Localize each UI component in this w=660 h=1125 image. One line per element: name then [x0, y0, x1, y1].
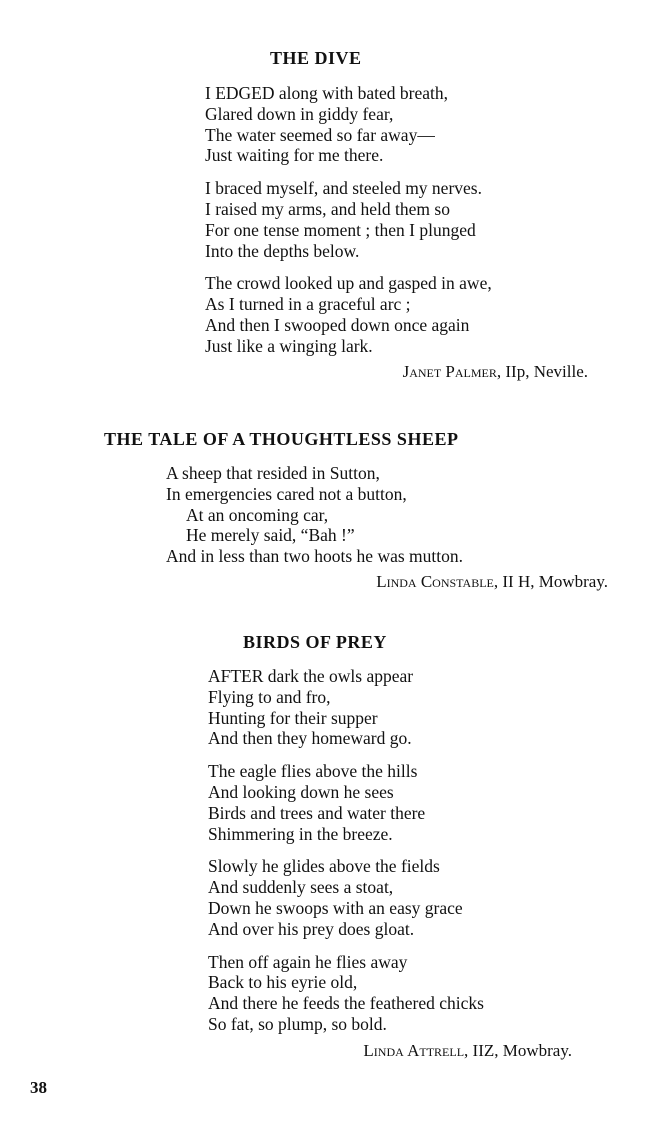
poem-line: And looking down he sees: [208, 781, 394, 802]
poem-title-the-dive: THE DIVE: [270, 48, 362, 68]
stanza: [205, 83, 492, 166]
poem-line: At an oncoming car,: [186, 504, 329, 525]
poem-line: The crowd looked up and gasped in awe,: [205, 273, 492, 294]
poem-line: I raised my arms, and held them so: [205, 198, 450, 219]
poem-line: He merely said, “Bah !”: [186, 525, 355, 546]
poem-line: Back to his eyrie old,: [208, 972, 358, 993]
author-detail: , IIZ, Mowbray.: [464, 1041, 572, 1060]
poem-line: Slowly he glides above the fields: [208, 856, 440, 877]
poem-line: Down he swoops with an easy grace: [208, 897, 463, 918]
poem-line: And over his prey does gloat.: [208, 918, 415, 939]
poem-line: And then I swooped down once again: [205, 314, 470, 335]
stanza: [205, 273, 492, 356]
poem-line: As I turned in a graceful arc ;: [205, 294, 411, 315]
poem-the-dive: [205, 83, 492, 369]
poem-title-birds-of-prey: BIRDS OF PREY: [243, 632, 387, 652]
poem-line: And suddenly sees a stoat,: [208, 877, 394, 898]
poem-line: AFTER dark the owls appear: [208, 666, 414, 686]
stanza: [208, 952, 484, 1035]
author-name: Linda Attrell: [363, 1041, 465, 1060]
author-name: Linda Constable: [376, 572, 494, 591]
author-credit: [403, 362, 588, 382]
poem-line: Flying to and fro,: [208, 686, 331, 707]
poem-line: A sheep that resided in Sutton,: [166, 463, 380, 483]
poem-line: I braced myself, and steeled my nerves.: [205, 178, 482, 199]
poem-line: I EDGED along with bated breath,: [205, 83, 448, 103]
stanza: [208, 761, 484, 844]
poem-line: The water seemed so far away—: [205, 124, 435, 145]
poem-line: So fat, so plump, so bold.: [208, 1013, 387, 1034]
poem-thoughtless-sheep: [166, 463, 463, 567]
poem-line: And in less than two hoots he was mutton.: [166, 546, 463, 567]
poem-line: Just like a winging lark.: [205, 335, 373, 356]
page-number: 38: [30, 1078, 47, 1097]
author-detail: , II H, Mowbray.: [493, 572, 608, 591]
author-detail: , IIp, Neville.: [496, 362, 588, 381]
author-name: Janet Palmer: [402, 362, 497, 381]
poem-line: Into the depths below.: [205, 240, 360, 261]
poem-line: Birds and trees and water there: [208, 802, 426, 823]
poem-line: And then they homeward go.: [208, 728, 412, 749]
author-credit: [363, 1041, 572, 1061]
poem-title-thoughtless-sheep: THE TALE OF A THOUGHTLESS SHEEP: [104, 429, 459, 449]
poem-line: Then off again he flies away: [208, 951, 408, 972]
poem-line: Glared down in giddy fear,: [205, 103, 394, 124]
poem-line: In emergencies cared not a button,: [166, 483, 407, 504]
poem-line: Hunting for their supper: [208, 707, 378, 728]
author-credit: [376, 572, 608, 592]
stanza: [208, 856, 484, 939]
poem-line: The eagle flies above the hills: [208, 761, 418, 782]
stanza: [208, 666, 484, 749]
stanza: [205, 178, 492, 261]
poem-birds-of-prey: [208, 666, 484, 1047]
poem-line: Just waiting for me there.: [205, 145, 384, 166]
poem-line: For one tense moment ; then I plunged: [205, 219, 476, 240]
poem-line: Shimmering in the breeze.: [208, 823, 393, 844]
poem-line: And there he feeds the feathered chicks: [208, 993, 484, 1014]
